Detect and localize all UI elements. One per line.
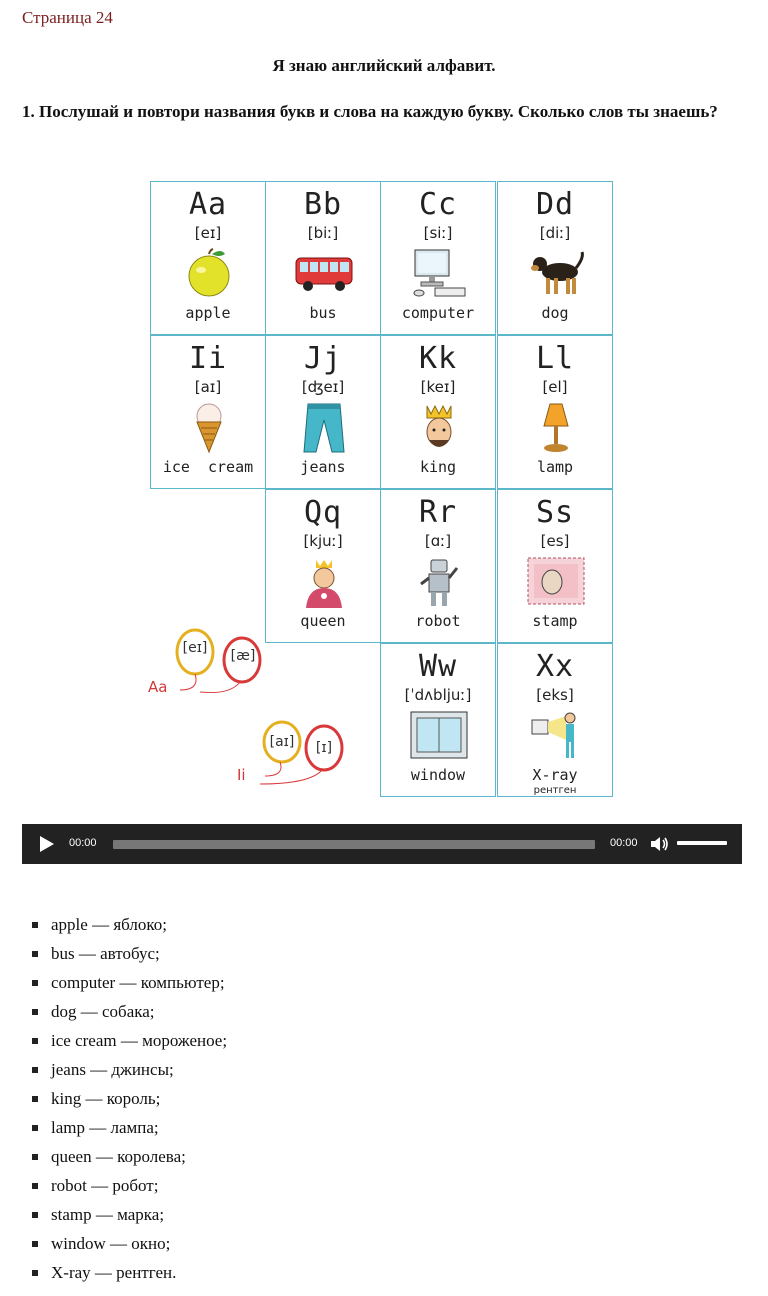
card-word: window: [410, 766, 466, 784]
balloons-i-graphic: [230, 718, 360, 798]
list-item-text: jeans — джинсы;: [51, 1060, 174, 1079]
card-transcription: [es]: [540, 532, 570, 550]
card-b: [265, 181, 381, 335]
card-letters: Xx: [535, 649, 575, 684]
list-item-text: dog — собака;: [51, 1002, 155, 1021]
balloon-i-label: Ii: [237, 766, 246, 784]
task-instruction: 1. Послушай и повтори названия букв и слова на каждую букву. Сколько слов ты знаешь?: [22, 102, 718, 121]
card-d: [497, 181, 613, 335]
card-transcription: [siː]: [423, 224, 453, 242]
card-transcription: [keɪ]: [420, 378, 456, 396]
card-transcription: [aɪ]: [194, 378, 222, 396]
bullet-icon: [32, 951, 38, 957]
bullet-icon: [32, 1212, 38, 1218]
robot-icon: [409, 556, 469, 608]
dog-icon: [526, 248, 586, 300]
bullet-icon: [32, 980, 38, 986]
bullet-icon: [32, 1038, 38, 1044]
card-transcription: [el]: [542, 378, 568, 396]
window-icon: [409, 710, 469, 762]
x-ray-icon: [526, 710, 586, 762]
page-label: Страница 24: [22, 8, 113, 27]
bullet-icon: [32, 1183, 38, 1189]
card-word: jeans: [300, 458, 346, 476]
list-item-text: apple — яблоко;: [51, 915, 167, 934]
card-word: robot: [415, 612, 461, 630]
list-item: [0, 1084, 768, 1113]
card-word: apple: [185, 304, 231, 322]
bullet-icon: [32, 1096, 38, 1102]
bus-icon: [284, 248, 364, 300]
card-word: dog: [541, 304, 569, 322]
card-l: [497, 335, 613, 489]
card-letters: Bb: [303, 187, 343, 222]
balloon-a-label: Aa: [148, 678, 168, 696]
balloon-i-sound1: [aɪ]: [269, 734, 295, 750]
card-a: [150, 181, 266, 335]
vocabulary-list: [0, 910, 768, 1287]
card-x: [497, 643, 613, 797]
list-item-text: king — король;: [51, 1089, 161, 1108]
list-item-text: ice cream — мороженое;: [51, 1031, 228, 1050]
list-item: [0, 1258, 768, 1287]
bullet-icon: [32, 1067, 38, 1073]
card-letters: Jj: [303, 341, 343, 376]
list-item: [0, 910, 768, 939]
card-word: queen: [300, 612, 346, 630]
card-transcription: [biː]: [307, 224, 339, 242]
list-item: [0, 1026, 768, 1055]
card-transcription: [ˈdʌbljuː]: [404, 686, 472, 704]
card-letters: Ii: [188, 341, 228, 376]
balloon-a-sound1: [eɪ]: [182, 640, 208, 656]
list-item: [0, 1113, 768, 1142]
card-letters: Kk: [418, 341, 458, 376]
list-item: [0, 1171, 768, 1200]
card-w: [380, 643, 496, 797]
card-j: [265, 335, 381, 489]
card-transcription: [ɑː]: [424, 532, 452, 550]
list-item-text: stamp — марка;: [51, 1205, 165, 1224]
card-letters: Ll: [535, 341, 575, 376]
card-word: ice cream: [162, 458, 254, 476]
card-letters: Rr: [418, 495, 458, 530]
card-s: [497, 489, 613, 643]
list-item: [0, 1055, 768, 1084]
list-item: [0, 1200, 768, 1229]
card-i: [150, 335, 266, 489]
card-letters: Qq: [303, 495, 343, 530]
card-letters: Ss: [535, 495, 575, 530]
card-word: bus: [309, 304, 337, 322]
play-icon[interactable]: [36, 835, 56, 853]
apple-icon: [179, 248, 239, 300]
volume-slider[interactable]: [677, 841, 727, 845]
card-letters: Cc: [418, 187, 458, 222]
card-c: [380, 181, 496, 335]
list-item: [0, 1229, 768, 1258]
list-item: [0, 997, 768, 1026]
balloon-a-sound2: [æ]: [230, 648, 256, 664]
card-transcription: [eks]: [536, 686, 574, 704]
computer-icon: [409, 248, 469, 300]
list-item-text: lamp — лампа;: [51, 1118, 159, 1137]
card-transcription: [kjuː]: [303, 532, 343, 550]
ice-cream-icon: [179, 402, 239, 454]
current-time: 00:00: [69, 837, 97, 849]
bullet-icon: [32, 1241, 38, 1247]
card-word: stamp: [532, 612, 578, 630]
list-item-text: computer — компьютер;: [51, 973, 225, 992]
list-item-text: robot — робот;: [51, 1176, 159, 1195]
list-item-text: queen — королева;: [51, 1147, 186, 1166]
duration-time: 00:00: [610, 837, 638, 849]
list-item-text: bus — автобус;: [51, 944, 160, 963]
card-transcription: [diː]: [539, 224, 571, 242]
bullet-icon: [32, 1125, 38, 1131]
card-transcription: [ʤeɪ]: [301, 378, 345, 396]
queen-icon: [294, 556, 354, 608]
card-word: computer: [401, 304, 475, 322]
list-item: [0, 968, 768, 997]
card-q: [265, 489, 381, 643]
card-r: [380, 489, 496, 643]
card-k: [380, 335, 496, 489]
stamp-icon: [526, 556, 586, 608]
bullet-icon: [32, 922, 38, 928]
card-letters: Ww: [418, 649, 458, 684]
page-title: Я знаю английский алфавит.: [272, 56, 496, 75]
bullet-icon: [32, 1154, 38, 1160]
lamp-icon: [526, 402, 586, 454]
balloon-i-sound2: [ɪ]: [315, 740, 333, 756]
jeans-icon: [294, 402, 354, 454]
card-word: king: [419, 458, 457, 476]
list-item: [0, 939, 768, 968]
card-note: рентген: [533, 785, 577, 796]
list-item-text: X-ray — рентген.: [51, 1263, 177, 1282]
list-item-text: window — окно;: [51, 1234, 171, 1253]
bullet-icon: [32, 1270, 38, 1276]
card-letters: Aa: [188, 187, 228, 222]
list-item: [0, 1142, 768, 1171]
volume-icon[interactable]: [650, 835, 670, 853]
bullet-icon: [32, 1009, 38, 1015]
card-letters: Dd: [535, 187, 575, 222]
progress-bar[interactable]: [113, 840, 595, 849]
audio-player: [22, 824, 742, 864]
card-transcription: [eɪ]: [194, 224, 222, 242]
card-word: X-ray: [532, 766, 578, 784]
king-icon: [409, 402, 469, 454]
card-word: lamp: [536, 458, 574, 476]
